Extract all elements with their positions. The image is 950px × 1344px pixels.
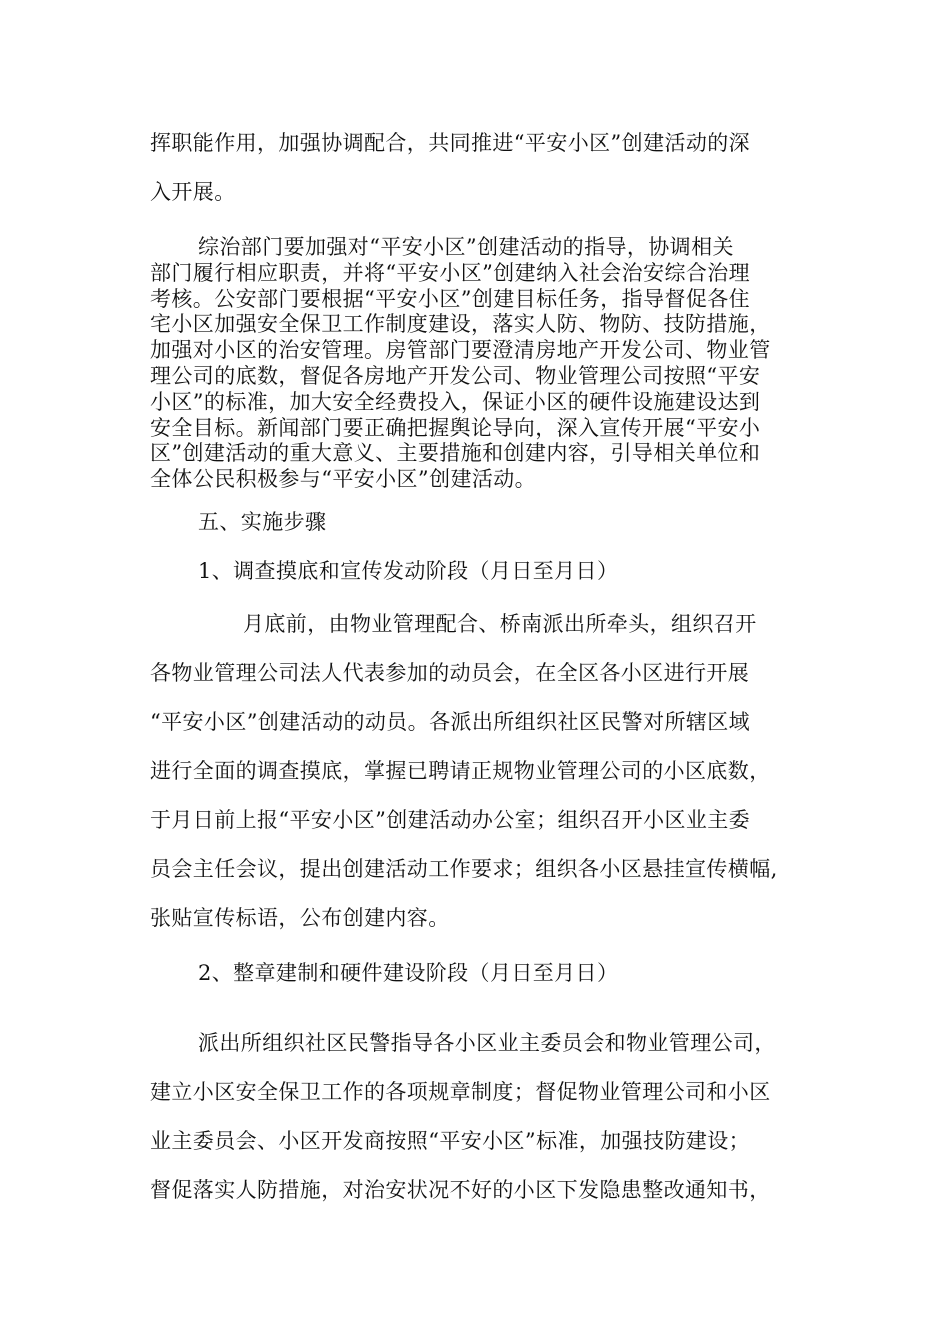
paragraph-line: 各物业管理公司法人代表参加的动员会，在全区各小区进行开展 — [150, 661, 750, 685]
paragraph-line: 综治部门要加强对“平安小区”创建活动的指导，协调相关 — [198, 235, 734, 259]
paragraph-line: 月底前，由物业管理配合、桥南派出所牵头，组织召开 — [243, 612, 757, 636]
paragraph-line: 挥职能作用，加强协调配合，共同推进“平安小区”创建活动的深 — [150, 131, 751, 155]
paragraph-line: 小区”的标准，加大安全经费投入，保证小区的硬件设施建设达到 — [150, 390, 761, 414]
paragraph-line: 安全目标。新闻部门要正确把握舆论导向，深入宣传开展“平安小 — [150, 416, 761, 440]
paragraph-line: 进行全面的调查摸底，掌握已聘请正规物业管理公司的小区底数， — [150, 759, 771, 783]
paragraph-line: 于月日前上报“平安小区”创建活动办公室；组织召开小区业主委 — [150, 808, 751, 832]
paragraph-line: 部门履行相应职责，并将“平安小区”创建纳入社会治安综合治理 — [150, 261, 751, 285]
paragraph-line: “平安小区”创建活动的动员。各派出所组织社区民警对所辖区域 — [150, 710, 751, 734]
paragraph-line: 派出所组织社区民警指导各小区业主委员会和物业管理公司， — [198, 1031, 776, 1055]
paragraph-line: 全体公民积极参与“平安小区”创建活动。 — [150, 467, 537, 491]
section-heading: 五、实施步骤 — [198, 510, 327, 534]
paragraph-line: 区”创建活动的重大意义、主要措施和创建内容，引导相关单位和 — [150, 441, 761, 465]
paragraph-line: 建立小区安全保卫工作的各项规章制度；督促物业管理公司和小区 — [150, 1080, 771, 1104]
paragraph-line: 理公司的底数，督促各房地产开发公司、物业管理公司按照“平安 — [150, 364, 761, 388]
paragraph-line: 入开展。 — [150, 180, 236, 204]
paragraph-line: 张贴宣传标语，公布创建内容。 — [150, 906, 450, 930]
paragraph-line: 员会主任会议，提出创建活动工作要求；组织各小区悬挂宣传横幅, — [150, 857, 778, 881]
paragraph-line: 业主委员会、小区开发商按照“平安小区”标准，加强技防建设； — [150, 1129, 751, 1153]
subsection-heading: 2、整章建制和硬件建设阶段（月日至月日） — [198, 961, 619, 985]
paragraph-line: 督促落实人防措施，对治安状况不好的小区下发隐患整改通知书， — [150, 1178, 771, 1202]
paragraph-line: 考核。公安部门要根据“平安小区”创建目标任务，指导督促各住 — [150, 287, 751, 311]
subsection-heading: 1、调查摸底和宣传发动阶段（月日至月日） — [198, 559, 619, 583]
paragraph-line: 加强对小区的治安管理。房管部门要澄清房地产开发公司、物业管 — [150, 338, 771, 362]
paragraph-line: 宅小区加强安全保卫工作制度建设，落实人防、物防、技防措施， — [150, 312, 771, 336]
